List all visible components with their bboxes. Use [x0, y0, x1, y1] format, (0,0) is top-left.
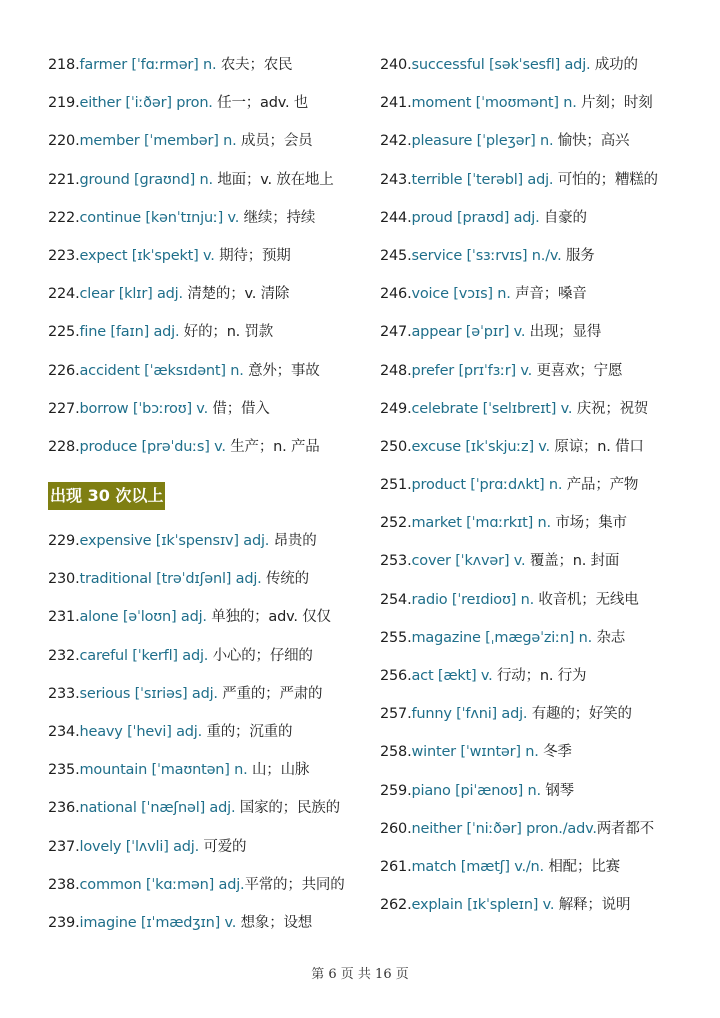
entry-number: 240. — [380, 57, 412, 73]
entry-meaning: 农夫；农民 — [220, 57, 293, 73]
entry-number: 246. — [380, 286, 412, 303]
entry-word: cover — [411, 553, 451, 570]
entry-meaning: 继续；持续 — [243, 209, 316, 226]
entry-phonetic: [ˈfɑːrmər] n. — [127, 57, 221, 73]
entry-number: 245. — [380, 247, 412, 264]
entry-meaning: 杂志 — [596, 629, 626, 646]
entry-meaning: 成员；会员 — [240, 133, 313, 150]
entry-phonetic: [ˈsɜːrvɪs] n./v. — [462, 247, 566, 264]
entry-word: prefer — [411, 362, 455, 379]
entry-meaning: 覆盖；n. 封面 — [529, 553, 620, 570]
entry-meaning: 服务 — [565, 247, 595, 264]
vocab-entry — [48, 904, 366, 942]
vocab-entry — [48, 352, 366, 390]
entry-meaning: 平常的；共同的 — [244, 876, 345, 893]
entry-word: alone — [79, 609, 119, 626]
right-column — [380, 46, 700, 924]
entry-word: proud — [411, 209, 453, 226]
entry-phonetic: [ˈkerfl] adj. — [127, 647, 213, 664]
entry-word: produce — [79, 438, 138, 455]
entry-word: careful — [79, 647, 128, 664]
vocab-entry — [380, 84, 700, 122]
vocab-entry — [48, 560, 366, 598]
entry-meaning: 重的；沉重的 — [206, 724, 293, 740]
entry-number: 250. — [380, 438, 412, 455]
entry-meaning: 小心的；仔细的 — [212, 647, 313, 664]
vocab-entry — [48, 828, 366, 866]
entry-meaning: 愉快；高兴 — [557, 133, 630, 150]
entry-phonetic: [ɪkˈspensɪv] adj. — [151, 533, 274, 550]
entry-meaning: 原谅；n. 借口 — [554, 438, 644, 455]
entry-meaning: 收音机；无线电 — [538, 591, 639, 608]
left-column — [48, 46, 366, 942]
vocab-entry — [380, 237, 700, 275]
vocab-entry — [380, 619, 700, 657]
entry-phonetic: [prəˈduːs] v. — [137, 438, 231, 455]
vocab-entry — [380, 886, 700, 924]
entry-meaning: 市场；集市 — [555, 515, 627, 532]
entry-number: 262. — [380, 897, 412, 914]
vocab-entry — [380, 428, 700, 466]
entry-word: imagine — [79, 914, 137, 931]
entry-word: terrible — [411, 171, 463, 188]
vocab-entry — [48, 598, 366, 636]
vocab-entry — [380, 581, 700, 619]
entry-number: 232. — [48, 647, 80, 664]
entry-word: farmer — [79, 57, 128, 73]
entry-number: 226. — [48, 362, 80, 379]
entry-meaning: 任一；adv. 也 — [217, 95, 309, 112]
entry-phonetic: [ˈmɑːrkɪt] n. — [461, 515, 556, 532]
vocab-entry — [48, 866, 366, 904]
entry-number: 254. — [380, 591, 412, 608]
entry-number: 219. — [48, 95, 80, 112]
entry-phonetic: [ˈhevi] adj. — [122, 724, 207, 740]
entry-meaning: 相配；比赛 — [548, 858, 620, 875]
vocab-list-bottom — [48, 522, 366, 942]
vocab-entry — [48, 637, 366, 675]
entry-meaning: 行动；n. 行为 — [496, 668, 587, 684]
entry-number: 261. — [380, 858, 412, 875]
entry-word: national — [79, 800, 137, 817]
entry-meaning: 借；借入 — [212, 400, 270, 417]
entry-word: either — [79, 95, 122, 112]
entry-number: 260. — [380, 820, 412, 837]
entry-word: serious — [79, 685, 131, 702]
entry-word: clear — [79, 286, 115, 303]
entry-meaning: 解释；说明 — [558, 897, 631, 914]
entry-phonetic: [ˈkʌvər] v. — [450, 553, 530, 570]
entry-phonetic: [ˈmoʊmənt] n. — [471, 95, 582, 112]
entry-meaning: 自豪的 — [543, 209, 587, 226]
entry-phonetic: [ˈlʌvli] adj. — [121, 838, 204, 855]
entry-phonetic: [ˈnæʃnəl] adj. — [136, 800, 240, 817]
vocab-entry — [48, 428, 366, 466]
entry-number: 224. — [48, 286, 80, 303]
entry-number: 241. — [380, 95, 412, 112]
vocab-entry — [380, 466, 700, 504]
vocab-list-top — [48, 46, 366, 466]
entry-meaning: 可爱的 — [203, 838, 247, 855]
vocab-list-right — [380, 46, 700, 924]
vocab-entry — [48, 313, 366, 351]
vocab-entry — [48, 46, 366, 84]
entry-word: match — [411, 858, 457, 875]
entry-number: 218. — [48, 57, 80, 73]
vocab-entry — [48, 713, 366, 751]
entry-phonetic: [praʊd] adj. — [452, 209, 544, 226]
entry-phonetic: [vɔɪs] n. — [448, 286, 516, 303]
vocab-entry — [380, 313, 700, 351]
entry-phonetic: [ˈniːðər] pron./adv. — [462, 820, 597, 837]
entry-number: 257. — [380, 706, 412, 723]
entry-phonetic: [ˈterəbl] adj. — [462, 171, 558, 188]
vocab-entry — [380, 275, 700, 313]
entry-word: voice — [411, 286, 449, 303]
entry-word: act — [411, 668, 434, 684]
entry-word: magazine — [411, 629, 481, 646]
entry-phonetic: [ɪkˈspleɪn] v. — [462, 897, 559, 914]
entry-word: ground — [79, 171, 130, 188]
entry-word: excuse — [411, 438, 461, 455]
entry-phonetic: [piˈænoʊ] n. — [450, 782, 546, 799]
entry-phonetic: [ˈfʌni] adj. — [451, 706, 532, 723]
entry-meaning: 好的；n. 罚款 — [183, 324, 274, 341]
vocab-entry — [48, 275, 366, 313]
vocab-entry — [48, 522, 366, 560]
entry-number: 221. — [48, 171, 80, 188]
entry-number: 233. — [48, 685, 80, 702]
entry-word: borrow — [79, 400, 129, 417]
entry-phonetic: [ˈiːðər] pron. — [121, 95, 218, 112]
entry-phonetic: [ɡraʊnd] n. — [129, 171, 218, 188]
entry-meaning: 想象；设想 — [240, 914, 313, 931]
vocab-entry — [48, 199, 366, 237]
entry-word: heavy — [79, 724, 123, 740]
entry-meaning: 地面；v. 放在地上 — [217, 171, 334, 188]
entry-word: common — [79, 876, 142, 893]
entry-number: 248. — [380, 362, 412, 379]
entry-meaning: 出现；显得 — [529, 324, 602, 341]
entry-phonetic: [ˈselɪbreɪt] v. — [478, 400, 577, 417]
entry-phonetic: [ˈæksɪdənt] n. — [139, 362, 249, 379]
entry-number: 252. — [380, 515, 412, 532]
entry-phonetic: [ˈwɪntər] n. — [455, 744, 544, 761]
vocab-entry — [380, 848, 700, 886]
entry-word: pleasure — [411, 133, 473, 150]
entry-number: 223. — [48, 247, 80, 264]
entry-phonetic: [səkˈsesfl] adj. — [484, 57, 595, 73]
entry-word: expect — [79, 247, 128, 264]
entry-word: radio — [411, 591, 448, 608]
entry-number: 225. — [48, 324, 80, 341]
entry-number: 230. — [48, 571, 80, 588]
vocab-entry — [48, 84, 366, 122]
entry-phonetic: [ˈbɔːroʊ] v. — [128, 400, 213, 417]
entry-phonetic: [ɪˈmædʒɪn] v. — [136, 914, 241, 931]
vocab-entry — [380, 46, 700, 84]
entry-number: 243. — [380, 171, 412, 188]
vocab-entry — [380, 122, 700, 160]
entry-word: moment — [411, 95, 472, 112]
vocab-entry — [48, 675, 366, 713]
entry-phonetic: [ɪkˈspekt] v. — [127, 247, 220, 264]
entry-phonetic: [ˈmembər] n. — [139, 133, 241, 150]
entry-number: 258. — [380, 744, 412, 761]
vocab-entry — [380, 657, 700, 695]
vocab-entry — [48, 237, 366, 275]
entry-meaning: 产品；产物 — [566, 477, 639, 494]
entry-word: traditional — [79, 571, 152, 588]
entry-meaning: 严重的；严肃的 — [222, 685, 323, 702]
vocab-entry — [48, 161, 366, 199]
entry-number: 236. — [48, 800, 80, 817]
entry-phonetic: [faɪn] adj. — [105, 324, 184, 341]
entry-meaning: 可怕的；糟糕的 — [557, 171, 658, 188]
vocab-entry — [380, 772, 700, 810]
entry-number: 234. — [48, 724, 80, 740]
entry-meaning: 国家的；民族的 — [239, 800, 340, 817]
entry-number: 237. — [48, 838, 80, 855]
vocab-entry — [48, 390, 366, 428]
entry-meaning: 钢琴 — [545, 782, 574, 799]
entry-word: explain — [411, 897, 463, 914]
entry-word: winter — [411, 744, 456, 761]
entry-phonetic: [prɪˈfɜːr] v. — [454, 362, 537, 379]
entry-phonetic: [ˌmæɡəˈziːn] n. — [480, 629, 597, 646]
entry-meaning: 成功的 — [594, 57, 638, 73]
entry-word: successful — [411, 57, 485, 73]
entry-word: continue — [79, 209, 141, 226]
entry-meaning: 山；山脉 — [251, 762, 310, 779]
entry-meaning: 有趣的；好笑的 — [531, 706, 632, 723]
entry-word: piano — [411, 782, 451, 799]
entry-phonetic: [ɪkˈskjuːz] v. — [460, 438, 555, 455]
entry-phonetic: [trəˈdɪʃənl] adj. — [151, 571, 266, 588]
entry-meaning: 意外；事故 — [248, 362, 320, 379]
entry-phonetic: [ˈmaʊntən] n. — [147, 762, 252, 779]
entry-meaning: 期待；预期 — [219, 247, 291, 264]
entry-number: 238. — [48, 876, 80, 893]
entry-number: 255. — [380, 629, 412, 646]
entry-meaning: 更喜欢；宁愿 — [536, 362, 623, 379]
entry-number: 259. — [380, 782, 412, 799]
entry-phonetic: [kənˈtɪnjuː] v. — [140, 209, 244, 226]
entry-meaning: 声音；嗓音 — [515, 286, 587, 303]
entry-phonetic: [ˈprɑːdʌkt] n. — [465, 477, 567, 494]
entry-number: 229. — [48, 533, 80, 550]
entry-meaning: 清楚的；v. 清除 — [187, 286, 290, 303]
entry-number: 220. — [48, 133, 80, 150]
vocab-entry — [48, 789, 366, 827]
entry-word: neither — [411, 820, 462, 837]
entry-number: 222. — [48, 209, 80, 226]
entry-word: funny — [411, 706, 452, 723]
entry-word: product — [411, 477, 466, 494]
entry-phonetic: [ˈreɪdioʊ] n. — [447, 591, 539, 608]
vocab-entry — [48, 122, 366, 160]
section-heading: 出现 30 次以上 — [48, 482, 165, 510]
entry-phonetic: [mætʃ] v./n. — [456, 858, 549, 875]
page-footer: 第 6 页 共 16 页 — [311, 967, 409, 982]
vocab-entry — [380, 810, 700, 848]
entry-number: 235. — [48, 762, 80, 779]
entry-number: 251. — [380, 477, 412, 494]
entry-meaning: 传统的 — [266, 571, 309, 588]
entry-word: celebrate — [411, 400, 479, 417]
entry-number: 227. — [48, 400, 80, 417]
entry-number: 249. — [380, 400, 412, 417]
entry-meaning: 庆祝；祝贺 — [576, 400, 649, 417]
entry-phonetic: [ˈsɪriəs] adj. — [130, 685, 223, 702]
entry-phonetic: [klɪr] adj. — [114, 286, 188, 303]
vocab-entry — [380, 695, 700, 733]
entry-meaning: 昂贵的 — [273, 533, 317, 550]
entry-number: 244. — [380, 209, 412, 226]
entry-word: service — [411, 247, 463, 264]
vocab-entry — [380, 733, 700, 771]
entry-number: 256. — [380, 668, 412, 684]
entry-word: member — [79, 133, 140, 150]
entry-number: 239. — [48, 914, 80, 931]
vocab-entry — [48, 751, 366, 789]
entry-phonetic: [əˈpɪr] v. — [461, 324, 530, 341]
entry-meaning: 单独的；adv. 仅仅 — [211, 609, 331, 626]
entry-number: 231. — [48, 609, 80, 626]
entry-word: appear — [411, 324, 462, 341]
entry-meaning: 生产；n. 产品 — [230, 438, 320, 455]
vocab-entry — [380, 352, 700, 390]
vocab-entry — [380, 161, 700, 199]
entry-word: fine — [79, 324, 106, 341]
vocab-entry — [380, 199, 700, 237]
entry-number: 242. — [380, 133, 412, 150]
entry-phonetic: [ˈpleʒər] n. — [472, 133, 558, 150]
entry-phonetic: [ækt] v. — [433, 668, 497, 684]
entry-number: 228. — [48, 438, 80, 455]
section-heading-wrap — [48, 466, 366, 522]
entry-meaning: 冬季 — [543, 744, 572, 761]
entry-word: expensive — [79, 533, 152, 550]
entry-word: accident — [79, 362, 140, 379]
vocab-entry — [380, 542, 700, 580]
entry-meaning: 片刻；时刻 — [581, 95, 653, 112]
entry-word: mountain — [79, 762, 148, 779]
entry-word: lovely — [79, 838, 122, 855]
vocab-entry — [380, 390, 700, 428]
entry-number: 247. — [380, 324, 412, 341]
entry-phonetic: [əˈloʊn] adj. — [118, 609, 212, 626]
entry-phonetic: [ˈkɑːmən] adj. — [141, 876, 245, 893]
entry-number: 253. — [380, 553, 412, 570]
entry-meaning: 两者都不 — [596, 820, 654, 837]
vocab-entry — [380, 504, 700, 542]
entry-word: market — [411, 515, 462, 532]
